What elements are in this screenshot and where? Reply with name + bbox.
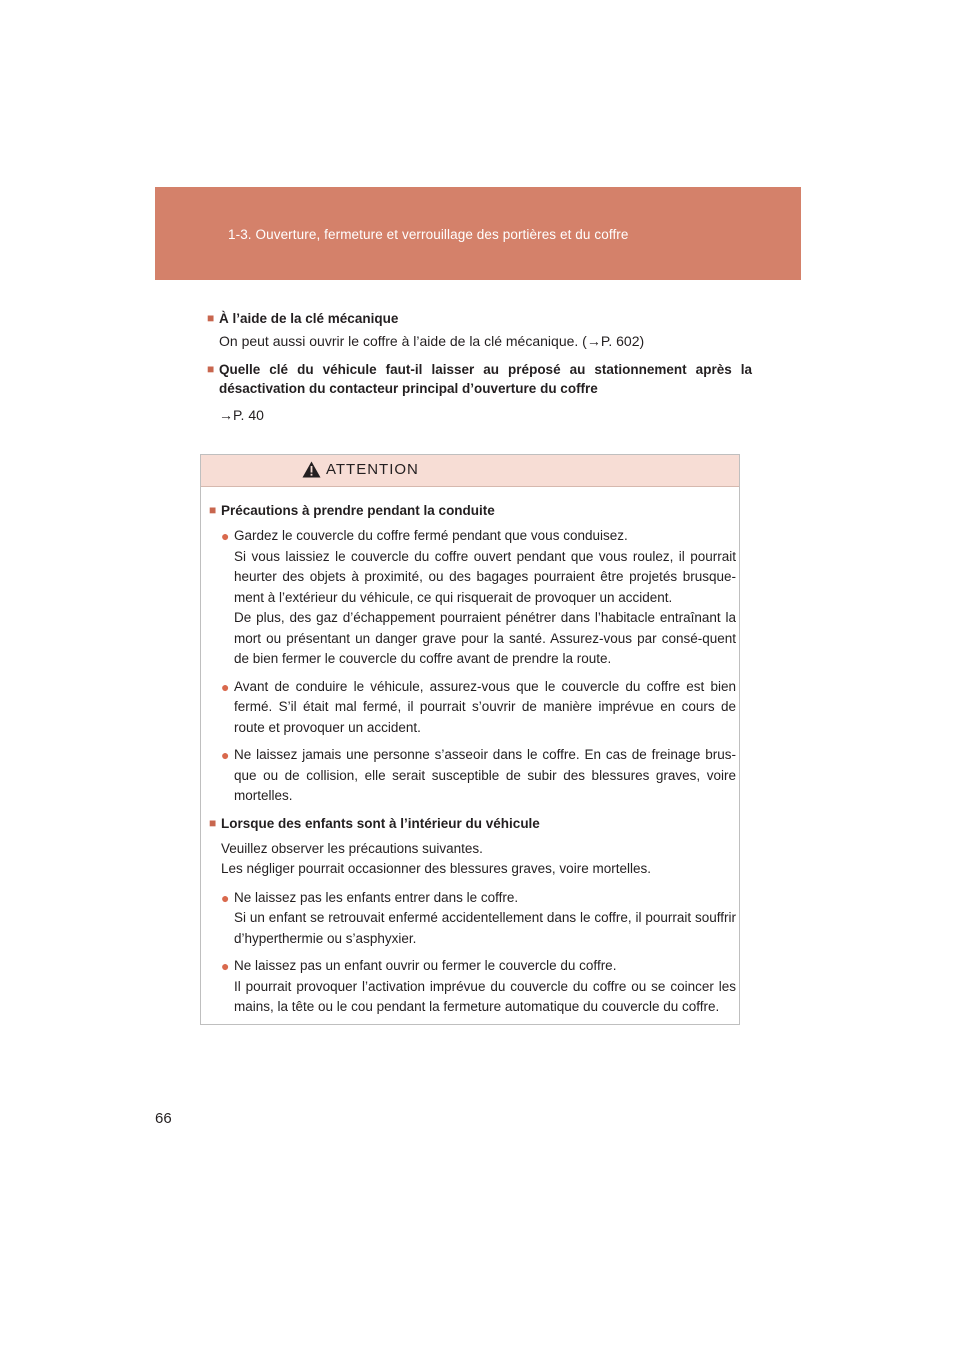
section-heading: Précautions à prendre pendant la conduite bbox=[221, 503, 495, 518]
bullet-dot-icon: ● bbox=[221, 678, 230, 695]
note-body: →P. 40 bbox=[219, 407, 264, 423]
note-mechanical-key bbox=[207, 309, 752, 351]
list-item bbox=[221, 745, 736, 807]
bullet-line: Si un enfant se retrouvait enfermé accidentellement dans le coffre, il pourrait souffrir d’hyperthermie ou s’asphyxier. bbox=[234, 910, 736, 946]
note-body: On peut aussi ouvrir le coffre à l’aide de la clé mécanique. (→P. 602) bbox=[219, 333, 645, 349]
list-item bbox=[221, 888, 736, 950]
bullet-dot-icon: ● bbox=[221, 747, 230, 763]
intro-line: Veuillez observer les précautions suivantes. bbox=[221, 840, 483, 856]
chapter-title: 1-3. Ouverture, fermeture et verrouillage des portières et du coffre bbox=[228, 227, 629, 242]
square-bullet-icon: ■ bbox=[207, 311, 215, 325]
note-valet-key bbox=[207, 360, 752, 425]
note-heading: Quelle clé du véhicule faut-il laisser au préposé au stationnement après la désactivation du contacteur principal d’ouverture du coffre bbox=[219, 362, 752, 396]
chapter-header-band bbox=[155, 187, 801, 280]
list-item bbox=[221, 677, 736, 739]
square-bullet-icon: ■ bbox=[209, 503, 217, 517]
section-heading: Lorsque des enfants sont à l’intérieur du véhicule bbox=[221, 815, 540, 831]
square-bullet-icon: ■ bbox=[209, 815, 217, 830]
bullet-line: Gardez le couvercle du coffre fermé pendant que vous conduisez. bbox=[234, 528, 628, 543]
attention-header bbox=[201, 455, 739, 487]
bullet-line: De plus, des gaz d’échappement pourraient pénétrer dans l’habitacle entraînant la mort ou présentant un danger grave pour la santé. Assurez-vous par consé-quent de bien fermer le couvercle du coffre avant de prendre la route. bbox=[234, 610, 736, 666]
warning-triangle-icon bbox=[302, 461, 321, 478]
attention-section-driving bbox=[209, 501, 736, 807]
page-number: 66 bbox=[155, 1110, 172, 1127]
bullet-dot-icon: ● bbox=[221, 958, 230, 974]
attention-title: ATTENTION bbox=[326, 461, 419, 478]
list-item bbox=[221, 526, 736, 670]
bullet-line: Ne laissez pas les enfants entrer dans le coffre. bbox=[234, 889, 519, 905]
square-bullet-icon: ■ bbox=[207, 362, 215, 376]
attention-section-children bbox=[209, 814, 736, 1018]
attention-box bbox=[200, 454, 740, 1025]
intro-line: Les négliger pourrait occasionner des blessures graves, voire mortelles. bbox=[221, 861, 651, 876]
bullet-dot-icon: ● bbox=[221, 528, 230, 544]
list-item bbox=[221, 956, 736, 1018]
bullet-line: Si vous laissiez le couvercle du coffre ouvert pendant que vous roulez, il pourrait heurter des objets à proximité, ou des bagages pourraient être projetés brusque-ment à l’extérieur du véhicule, ce qui risquerait de provoquer un accident. bbox=[234, 548, 736, 605]
bullet-line: Ne laissez pas un enfant ouvrir ou fermer le couvercle du coffre. bbox=[234, 958, 617, 973]
bullet-line: Avant de conduire le véhicule, assurez-vous que le couvercle du coffre est bien fermé. S’il était mal fermé, il pourrait s’ouvrir de manière imprévue en cours de route et provoquer un accident. bbox=[234, 678, 736, 735]
bullet-dot-icon: ● bbox=[221, 889, 230, 906]
note-heading: À l’aide de la clé mécanique bbox=[219, 311, 399, 326]
bullet-line: Il pourrait provoquer l’activation imprévue du couvercle du coffre ou se coincer les mains, la tête ou le cou pendant la fermeture automatique du couvercle du coffre. bbox=[234, 978, 736, 1014]
bullet-line: Ne laissez jamais une personne s’asseoir dans le coffre. En cas de freinage brus-que ou de collision, elle serait susceptible de subir des blessures graves, voire mortelles. bbox=[234, 747, 736, 803]
